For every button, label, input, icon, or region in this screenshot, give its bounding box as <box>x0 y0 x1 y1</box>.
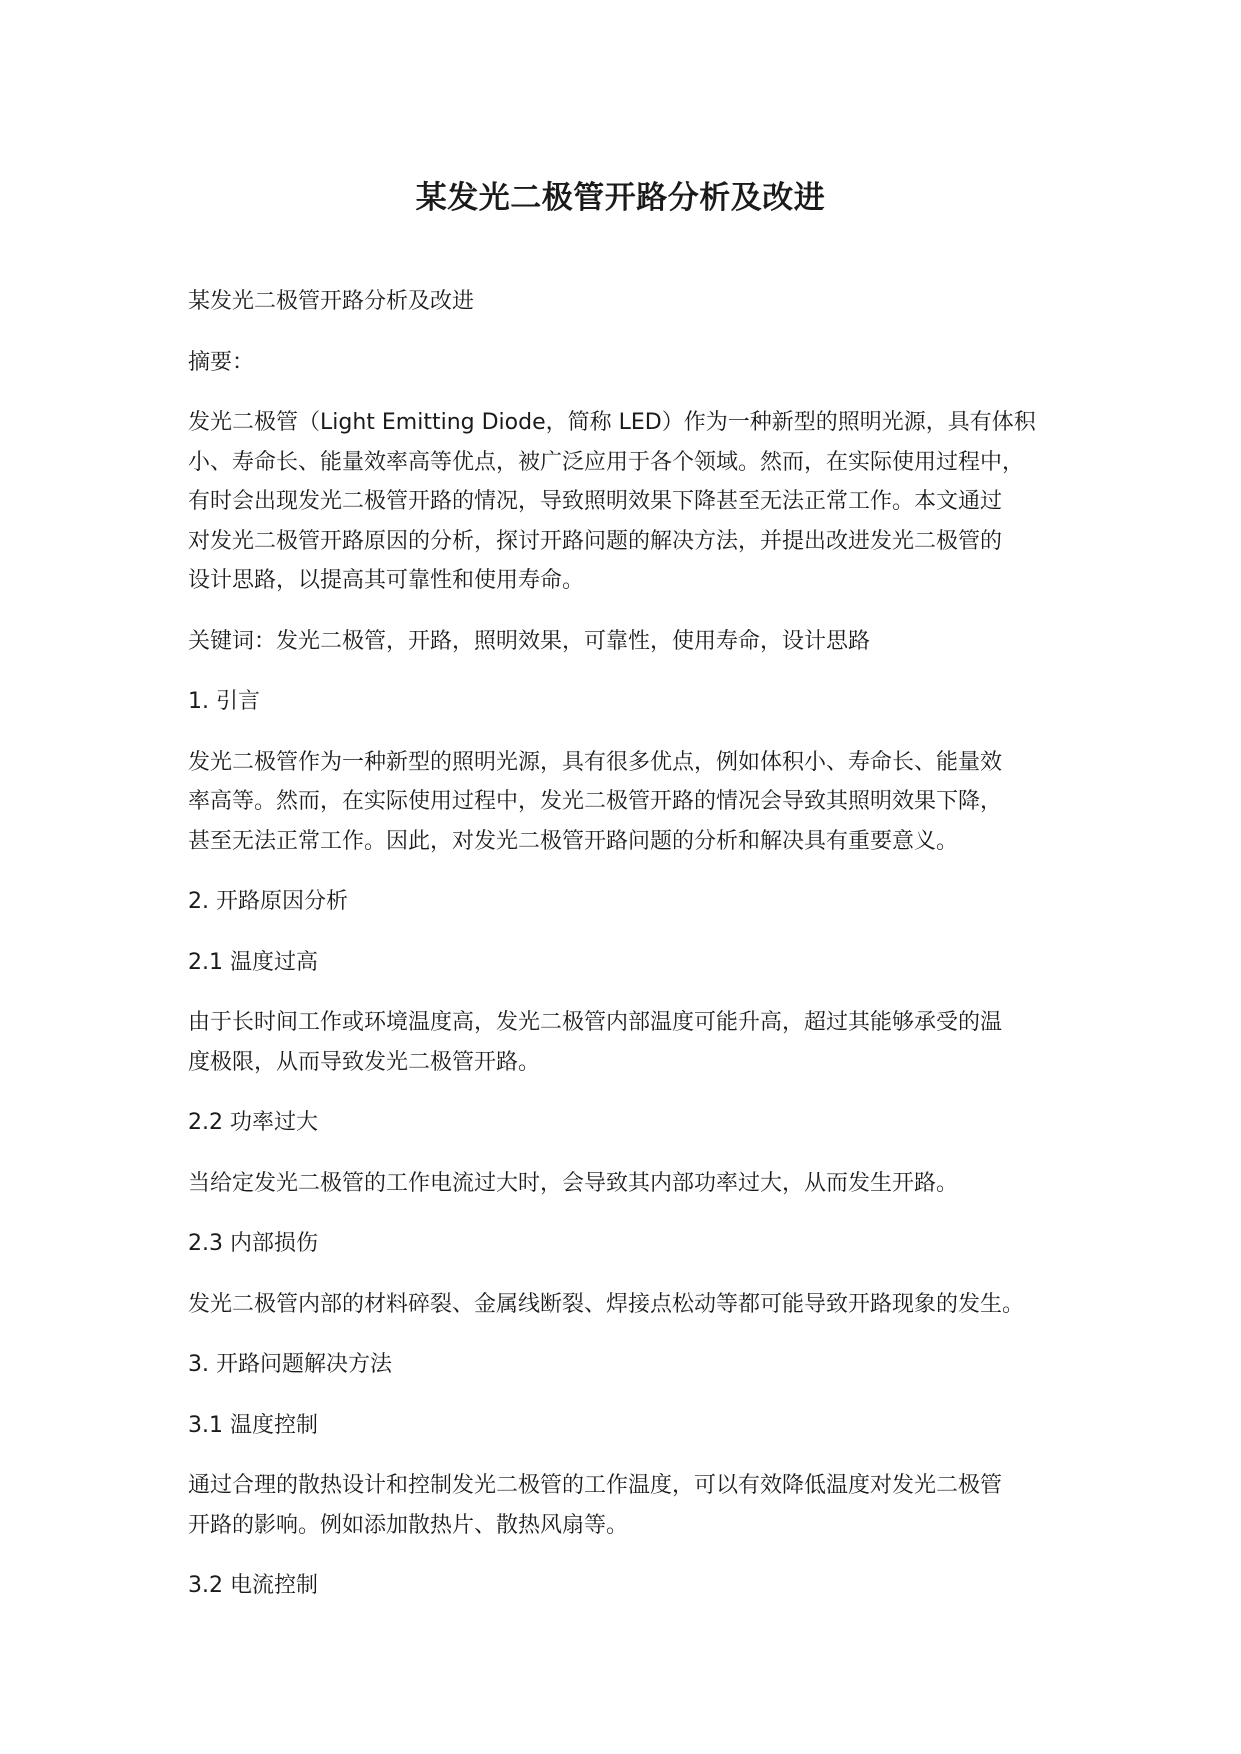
section-2-1-paragraph <box>188 1003 1078 1082</box>
abstract-line: 对发光二极管开路原因的分析，探讨开路问题的解决方法，并提出改进发光二极管的 <box>188 528 1003 554</box>
document-body <box>188 282 1078 1627</box>
page-title: 某发光二极管开路分析及改进 <box>415 180 826 216</box>
paragraph-line: 由于长时间工作或环境温度高，发光二极管内部温度可能升高，超过其能够承受的温 <box>188 1010 1003 1035</box>
section-heading-2: 2. 开路原因分析 <box>188 889 348 914</box>
section-3-1-paragraph <box>188 1466 1078 1545</box>
section-heading-3: 3. 开路问题解决方法 <box>188 1352 392 1377</box>
abstract-line: 发光二极管（Light Emitting Diode，简称 LED）作为一种新型的照明光源，具有体积 <box>188 410 1036 435</box>
keywords: 关键词：发光二极管，开路，照明效果，可靠性，使用寿命，设计思路 <box>188 628 871 654</box>
paragraph-line: 率高等。然而，在实际使用过程中，发光二极管开路的情况会导致其照明效果下降， <box>188 789 1003 814</box>
section-heading-1: 1. 引言 <box>188 689 260 714</box>
abstract-label: 摘要： <box>188 349 255 375</box>
paragraph-line: 甚至无法正常工作。因此，对发光二极管开路问题的分析和解决具有重要意义。 <box>188 828 959 854</box>
abstract-paragraph <box>188 403 1078 601</box>
section-2-2-paragraph: 当给定发光二极管的工作电流过大时，会导致其内部功率过大，从而发生开路。 <box>188 1170 959 1196</box>
paragraph-line: 发光二极管作为一种新型的照明光源，具有很多优点，例如体积小、寿命长、能量效 <box>188 749 1003 775</box>
abstract-line: 有时会出现发光二极管开路的情况，导致照明效果下降甚至无法正常工作。本文通过 <box>188 489 1003 514</box>
section-heading-2-1: 2.1 温度过高 <box>188 949 318 975</box>
subtitle: 某发光二极管开路分析及改进 <box>188 289 475 314</box>
section-heading-3-2: 3.2 电流控制 <box>188 1573 318 1598</box>
paragraph-line: 通过合理的散热设计和控制发光二极管的工作温度，可以有效降低温度对发光二极管 <box>188 1473 1003 1498</box>
section-2-3-paragraph: 发光二极管内部的材料碎裂、金属线断裂、焊接点松动等都可能导致开路现象的发生。 <box>188 1291 1025 1317</box>
abstract-line: 小、寿命长、能量效率高等优点，被广泛应用于各个领域。然而，在实际使用过程中， <box>188 449 1025 475</box>
section-heading-2-3: 2.3 内部损伤 <box>188 1231 318 1256</box>
section-heading-3-1: 3.1 温度控制 <box>188 1412 318 1438</box>
paragraph-line: 度极限，从而导致发光二极管开路。 <box>188 1049 541 1075</box>
section-1-paragraph <box>188 743 1078 862</box>
abstract-line: 设计思路，以提高其可靠性和使用寿命。 <box>188 568 585 593</box>
section-heading-2-2: 2.2 功率过大 <box>188 1110 318 1135</box>
paragraph-line: 开路的影响。例如添加散热片、散热风扇等。 <box>188 1512 629 1538</box>
